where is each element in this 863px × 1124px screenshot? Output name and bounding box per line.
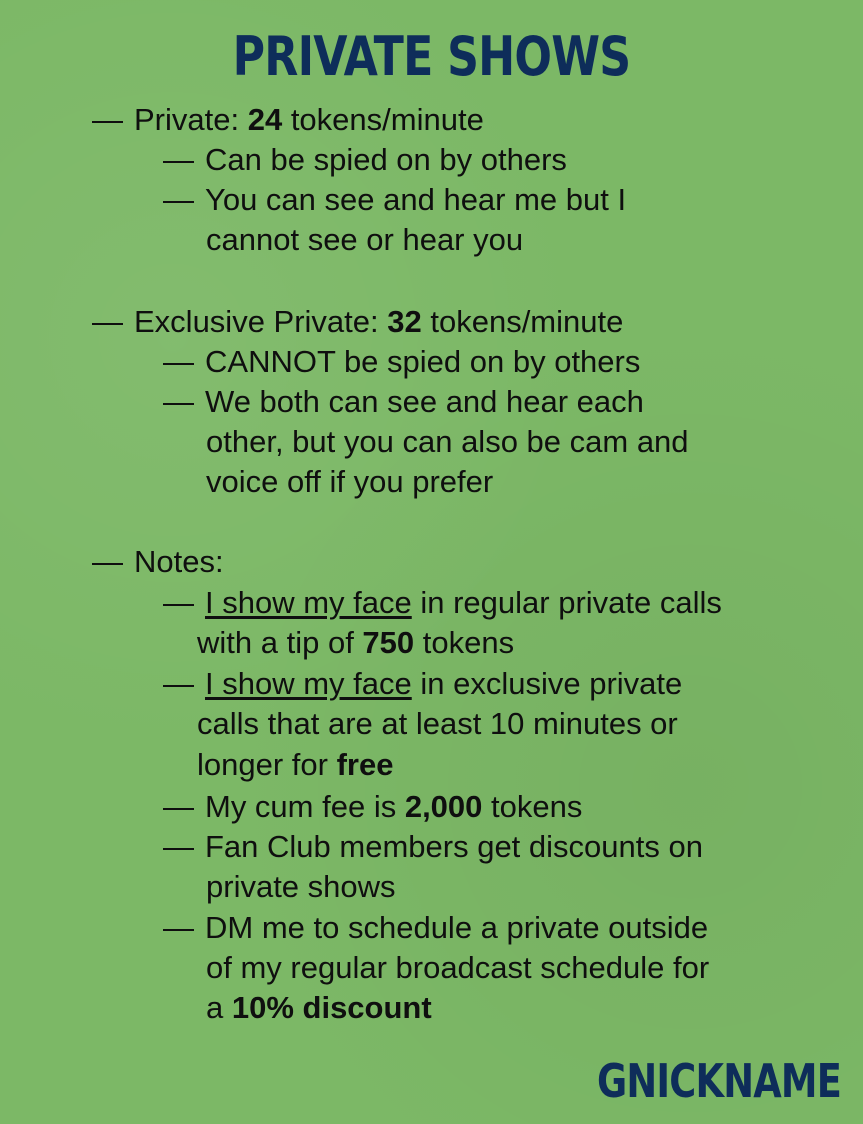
fan-club-line1: Fan Club members get discounts on (205, 829, 703, 864)
note-face-regular (163, 583, 722, 623)
note-dm-line3 (206, 988, 432, 1028)
exclusive-see-line1: We both can see and hear each (205, 384, 644, 419)
dash: — (163, 829, 194, 864)
face-regular-underlined: I show my face (205, 585, 412, 620)
face-exclusive-line3-pre: longer for (197, 747, 337, 782)
note-face-exclusive-line3 (197, 745, 393, 785)
private-unit: tokens/minute (282, 102, 484, 137)
face-exclusive-rest: in exclusive private (411, 666, 683, 701)
dash: — (163, 910, 194, 945)
private-spy-text: Can be spied on by others (205, 142, 567, 177)
brand-name: GNICKNAME (596, 1054, 841, 1108)
cum-fee-amount: 2,000 (404, 789, 483, 824)
dash: — (163, 585, 194, 620)
notes-label: Notes: (134, 544, 224, 579)
face-regular-line2-pre: with a tip of (197, 625, 363, 660)
dash: — (163, 142, 194, 177)
exclusive-spy-item (163, 342, 640, 382)
exclusive-spy-text: CANNOT be spied on by others (205, 344, 641, 379)
note-fan-club-line2: private shows (206, 869, 396, 904)
dm-line3-pre: a (206, 990, 232, 1025)
note-face-exclusive-line2: calls that are at least 10 minutes or (197, 706, 678, 741)
dash: — (92, 544, 123, 579)
cum-fee-post: tokens (482, 789, 583, 824)
private-see-item (163, 180, 626, 220)
note-face-regular-line2 (197, 623, 514, 663)
dash: — (163, 344, 194, 379)
face-exclusive-free: free (336, 747, 394, 782)
exclusive-unit: tokens/minute (421, 304, 624, 339)
dm-discount: 10% discount (231, 990, 432, 1025)
exclusive-heading (92, 302, 623, 342)
dash: — (92, 102, 123, 137)
private-spy-item (163, 140, 567, 180)
dm-line1: DM me to schedule a private outside (205, 910, 709, 945)
note-cum-fee (163, 787, 582, 827)
private-see-line2: cannot see or hear you (206, 222, 524, 257)
notes-heading (92, 542, 224, 582)
exclusive-see-item (163, 382, 644, 422)
dash: — (163, 182, 194, 217)
exclusive-see-line2: other, but you can also be cam and (206, 424, 689, 459)
note-face-exclusive (163, 664, 682, 704)
face-regular-rest: in regular private calls (411, 585, 722, 620)
dash: — (163, 666, 194, 701)
dash: — (163, 384, 194, 419)
note-dm (163, 908, 708, 948)
exclusive-label: Exclusive Private: (134, 304, 388, 339)
dash: — (92, 304, 123, 339)
face-exclusive-underlined: I show my face (205, 666, 412, 701)
note-dm-line2: of my regular broadcast schedule for (206, 950, 710, 985)
page-title: PRIVATE SHOWS (232, 25, 631, 88)
private-see-line1: You can see and hear me but I (205, 182, 627, 217)
exclusive-rate: 32 (387, 304, 422, 339)
dash: — (163, 789, 194, 824)
exclusive-see-line3: voice off if you prefer (206, 464, 494, 499)
face-regular-line2-post: tokens (414, 625, 515, 660)
note-fan-club (163, 827, 703, 867)
private-heading (92, 100, 484, 140)
face-regular-amount: 750 (362, 625, 415, 660)
private-rate: 24 (247, 102, 283, 137)
private-label: Private: (134, 102, 248, 137)
cum-fee-pre: My cum fee is (205, 789, 405, 824)
